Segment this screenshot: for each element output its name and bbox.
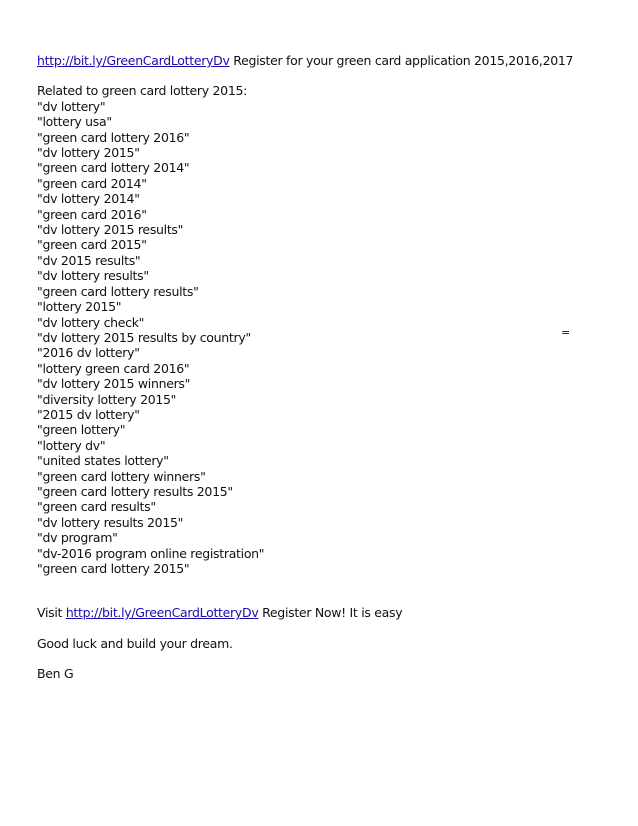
related-item: "green card 2016": [37, 206, 147, 222]
related-item: "green card lottery 2014": [37, 160, 190, 176]
related-item: "dv lottery 2015 results": [37, 222, 184, 238]
related-item: "dv lottery 2014": [37, 191, 140, 207]
related-item: "dv lottery": [37, 98, 106, 114]
closing-line: Good luck and build your dream.: [37, 635, 233, 651]
related-item: "diversity lottery 2015": [37, 391, 177, 407]
related-item: "2016 dv lottery": [37, 345, 140, 361]
related-item: "2015 dv lottery": [37, 406, 140, 422]
related-item: "lottery dv": [37, 437, 106, 453]
stray-mark: =: [561, 326, 571, 339]
related-heading: Related to green card lottery 2015:: [37, 83, 248, 99]
related-item: "green card lottery results": [37, 283, 199, 299]
related-item: "dv 2015 results": [37, 252, 141, 268]
visit-suffix: Register Now! It is easy: [258, 605, 403, 621]
intro-line: [37, 53, 617, 68]
visit-prefix: Visit: [37, 605, 66, 621]
related-item: "green lottery": [37, 422, 126, 438]
related-item: "green card results": [37, 499, 156, 515]
related-item: "green card lottery results 2015": [37, 483, 233, 499]
visit-line: [37, 605, 617, 620]
document-body: [37, 53, 617, 682]
related-item: "dv lottery check": [37, 314, 145, 330]
related-item: "dv lottery results": [37, 268, 149, 284]
related-item: "dv lottery 2015": [37, 145, 140, 161]
related-item: "green card lottery 2016": [37, 129, 190, 145]
related-item: "green card 2014": [37, 175, 147, 191]
related-list: [37, 99, 617, 577]
related-item: "dv-2016 program online registration": [37, 545, 265, 561]
related-item: "dv lottery 2015 results by country": [37, 329, 251, 345]
related-item: "dv lottery results 2015": [37, 514, 184, 530]
related-item: "dv program": [37, 530, 118, 546]
related-item: "lottery green card 2016": [37, 360, 190, 376]
related-item: "united states lottery": [37, 453, 169, 469]
signature: Ben G: [37, 666, 74, 682]
related-item: "dv lottery 2015 winners": [37, 376, 191, 392]
visit-link[interactable]: http://bit.ly/GreenCardLotteryDv: [65, 605, 259, 621]
related-item: "lottery usa": [37, 114, 112, 130]
related-item: "green card lottery winners": [37, 468, 206, 484]
related-item: "green card 2015": [37, 237, 147, 253]
intro-text: Register for your green card application 2015,2016,2017: [229, 53, 574, 68]
intro-link[interactable]: http://bit.ly/GreenCardLotteryDv: [37, 53, 230, 68]
related-item: "green card lottery 2015": [37, 561, 190, 576]
related-item: "lottery 2015": [37, 299, 122, 315]
